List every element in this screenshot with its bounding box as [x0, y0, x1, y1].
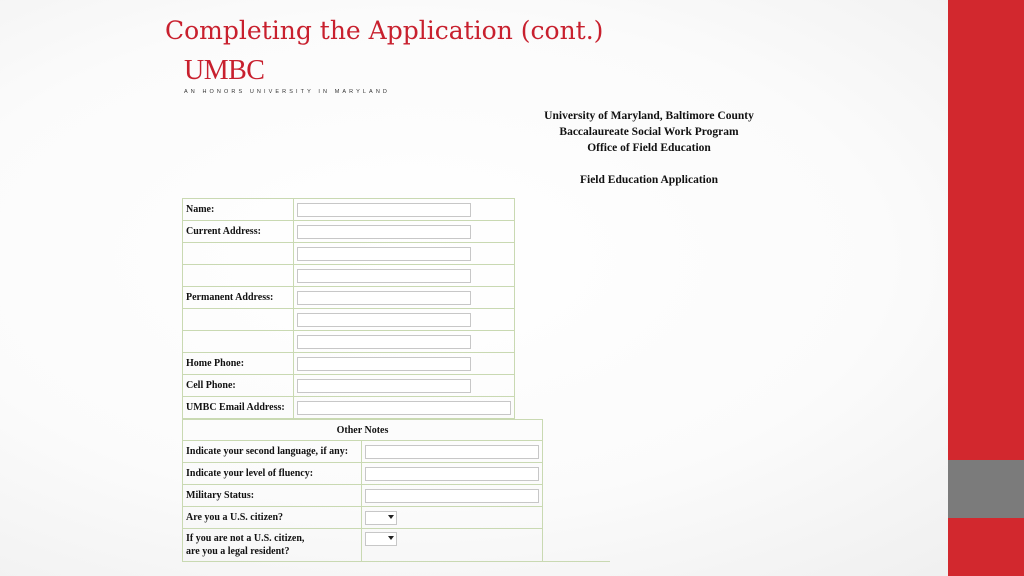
- table-row: [183, 485, 543, 507]
- fluency-label: Indicate your level of fluency:: [183, 463, 362, 485]
- table-row: [183, 309, 515, 331]
- contact-info-table: [182, 198, 515, 419]
- military-status-label: Military Status:: [183, 485, 362, 507]
- empty-label-cell: [183, 265, 294, 287]
- us-citizen-label: Are you a U.S. citizen?: [183, 507, 362, 529]
- current-address-line2-input[interactable]: [297, 247, 471, 261]
- second-language-input[interactable]: [365, 445, 539, 459]
- chevron-down-icon: [388, 515, 394, 519]
- table-row: [183, 265, 515, 287]
- form-header: [520, 108, 778, 188]
- name-input[interactable]: [297, 203, 471, 217]
- name-label: Name:: [183, 199, 294, 221]
- empty-label-cell: [183, 243, 294, 265]
- us-citizen-select[interactable]: [365, 511, 397, 525]
- decorative-side-bar-accent: [948, 460, 1024, 518]
- cell-phone-input[interactable]: [297, 379, 471, 393]
- current-address-label: Current Address:: [183, 221, 294, 243]
- email-field[interactable]: [297, 401, 511, 415]
- table-divider: [182, 561, 610, 562]
- form-title: Field Education Application: [579, 174, 719, 186]
- table-row: [183, 420, 543, 441]
- home-phone-label: Home Phone:: [183, 353, 294, 375]
- permanent-address-line1-input[interactable]: [297, 291, 471, 305]
- table-row: [183, 463, 543, 485]
- other-notes-table: [182, 419, 543, 562]
- permanent-address-line2-input[interactable]: [297, 313, 471, 327]
- second-language-label: Indicate your second language, if any:: [183, 441, 362, 463]
- table-row: [183, 397, 515, 419]
- university-name: University of Maryland, Baltimore County: [544, 110, 754, 122]
- table-row: [183, 375, 515, 397]
- umbc-logo: [184, 57, 390, 95]
- permanent-address-label: Permanent Address:: [183, 287, 294, 309]
- current-address-line3-input[interactable]: [297, 269, 471, 283]
- chevron-down-icon: [388, 536, 394, 540]
- legal-resident-label-line2: are you a legal resident?: [186, 546, 290, 557]
- table-row: [183, 529, 543, 562]
- legal-resident-label: [183, 529, 362, 562]
- table-row: [183, 353, 515, 375]
- table-row: [183, 331, 515, 353]
- office-name: Office of Field Education: [587, 142, 711, 154]
- program-name: Baccalaureate Social Work Program: [559, 126, 739, 138]
- logo-tagline: AN HONORS UNIVERSITY IN MARYLAND: [184, 89, 390, 95]
- cell-phone-label: Cell Phone:: [183, 375, 294, 397]
- table-row: [183, 287, 515, 309]
- legal-resident-select[interactable]: [365, 532, 397, 546]
- table-row: [183, 199, 515, 221]
- empty-label-cell: [183, 331, 294, 353]
- slide-title: Completing the Application (cont.): [165, 16, 604, 45]
- table-row: [183, 507, 543, 529]
- legal-resident-label-line1: If you are not a U.S. citizen,: [186, 533, 305, 544]
- logo-wordmark: UMBC: [184, 55, 265, 86]
- current-address-line1-input[interactable]: [297, 225, 471, 239]
- other-notes-heading: Other Notes: [183, 420, 543, 441]
- home-phone-input[interactable]: [297, 357, 471, 371]
- table-row: [183, 243, 515, 265]
- table-row: [183, 221, 515, 243]
- fluency-input[interactable]: [365, 467, 539, 481]
- military-status-input[interactable]: [365, 489, 539, 503]
- empty-label-cell: [183, 309, 294, 331]
- email-label: UMBC Email Address:: [183, 397, 294, 419]
- table-row: [183, 441, 543, 463]
- permanent-address-line3-input[interactable]: [297, 335, 471, 349]
